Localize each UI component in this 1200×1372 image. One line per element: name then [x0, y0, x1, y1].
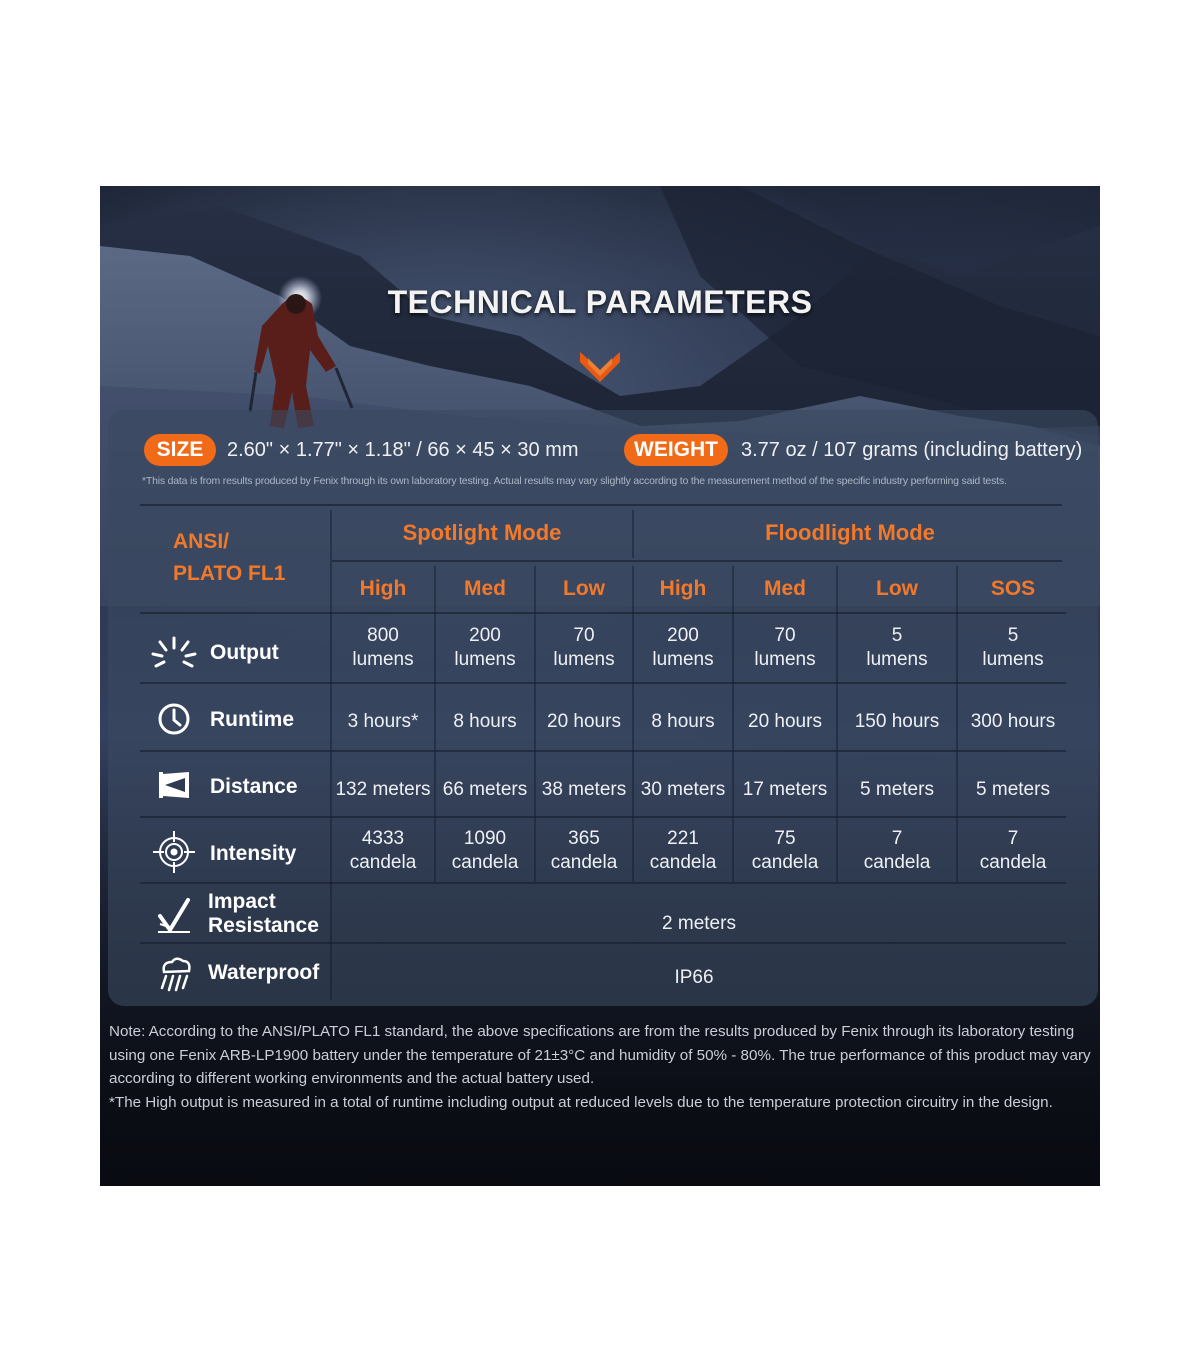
divider	[140, 612, 1066, 614]
intensity-cell: 221 candela	[649, 828, 717, 873]
column-header: Low	[563, 577, 605, 600]
page-title: TECHNICAL PARAMETERS	[387, 284, 813, 320]
impact-resistance-value: 2 meters	[662, 913, 736, 934]
column-header: High	[659, 577, 707, 600]
technical-parameters-poster	[100, 186, 1100, 1186]
waterproof-value: IP66	[674, 967, 714, 988]
disclaimer-text: *This data is from results produced by Fenix through its own laboratory testing. Actual results may vary slightly according to the measurement method of the specific industry performing said tests.	[142, 475, 1007, 487]
light-burst-icon	[150, 634, 198, 668]
beam-distance-icon	[157, 770, 191, 800]
intensity-cell: 75 candela	[751, 828, 819, 873]
waterproof-icon	[156, 956, 194, 992]
intensity-cell: 4333 candela	[349, 828, 417, 873]
runtime-cell: 8 hours	[453, 711, 517, 732]
output-cell: 70 lumens	[553, 625, 615, 670]
size-value: 2.60" × 1.77" × 1.18" / 66 × 45 × 30 mm	[227, 439, 579, 461]
output-cell: 200 lumens	[454, 625, 516, 670]
runtime-cell: 300 hours	[970, 711, 1056, 732]
runtime-cell: 20 hours	[748, 711, 822, 732]
intensity-cell: 7 candela	[979, 828, 1047, 873]
waterproof-label: Waterproof	[208, 961, 320, 984]
distance-cell: 66 meters	[442, 779, 528, 800]
clock-icon	[157, 702, 191, 736]
runtime-cell: 8 hours	[651, 711, 715, 732]
distance-cell: 132 meters	[335, 779, 431, 800]
output-cell: 5 lumens	[866, 625, 928, 670]
output-cell: 200 lumens	[652, 625, 714, 670]
intensity-label: Intensity	[210, 842, 297, 865]
runtime-cell: 3 hours*	[347, 711, 419, 732]
target-intensity-icon	[152, 830, 196, 874]
output-cell: 800 lumens	[352, 625, 414, 670]
intensity-cell: 1090 candela	[451, 828, 519, 873]
column-header: SOS	[990, 577, 1036, 600]
distance-label: Distance	[210, 775, 298, 798]
column-header: Low	[876, 577, 918, 600]
spotlight-mode-header: Spotlight Mode	[402, 520, 562, 545]
divider	[140, 682, 1066, 684]
floodlight-mode-header: Floodlight Mode	[765, 520, 935, 545]
weight-value: 3.77 oz / 107 grams (including battery)	[741, 439, 1083, 461]
intensity-cell: 365 candela	[550, 828, 618, 873]
chevron-down-icon	[578, 348, 622, 384]
runtime-footnote: *The High output is measured in a total of runtime including output at reduced levels due to the temperature protection circuitry in the design.	[109, 1093, 1053, 1111]
divider	[140, 750, 1066, 752]
divider	[140, 882, 1066, 884]
divider	[140, 816, 1066, 818]
runtime-cell: 150 hours	[854, 711, 940, 732]
weight-badge: WEIGHT	[624, 434, 728, 466]
distance-cell: 30 meters	[640, 779, 726, 800]
intensity-cell: 7 candela	[863, 828, 931, 873]
distance-cell: 38 meters	[541, 779, 627, 800]
distance-cell: 17 meters	[742, 779, 828, 800]
distance-cell: 5 meters	[976, 779, 1050, 800]
output-cell: 5 lumens	[982, 625, 1044, 670]
runtime-cell: 20 hours	[547, 711, 621, 732]
impact-resistance-label: Impact Resistance	[208, 890, 319, 937]
output-label: Output	[210, 641, 279, 664]
column-header: Med	[764, 577, 806, 600]
divider	[140, 942, 1066, 944]
footnote	[109, 1020, 1099, 1114]
standard-label: ANSI/ PLATO FL1	[173, 530, 286, 585]
impact-resistance-icon	[156, 896, 192, 934]
distance-cell: 5 meters	[860, 779, 934, 800]
note-text: Note: According to the ANSI/PLATO FL1 standard, the above specifications are from the results produced by Fenix through its laboratory testing using one Fenix ARB-LP1900 battery under the temperature of 21±3°C and humidity of 50% - 80%. The true performance of this product may vary according to different working environments and the actual battery used.	[109, 1023, 1091, 1087]
divider	[140, 504, 1062, 506]
divider	[332, 560, 1062, 562]
size-badge: SIZE	[144, 434, 216, 466]
column-header: Med	[464, 577, 506, 600]
column-header: High	[359, 577, 407, 600]
output-cell: 70 lumens	[754, 625, 816, 670]
runtime-label: Runtime	[210, 708, 294, 731]
